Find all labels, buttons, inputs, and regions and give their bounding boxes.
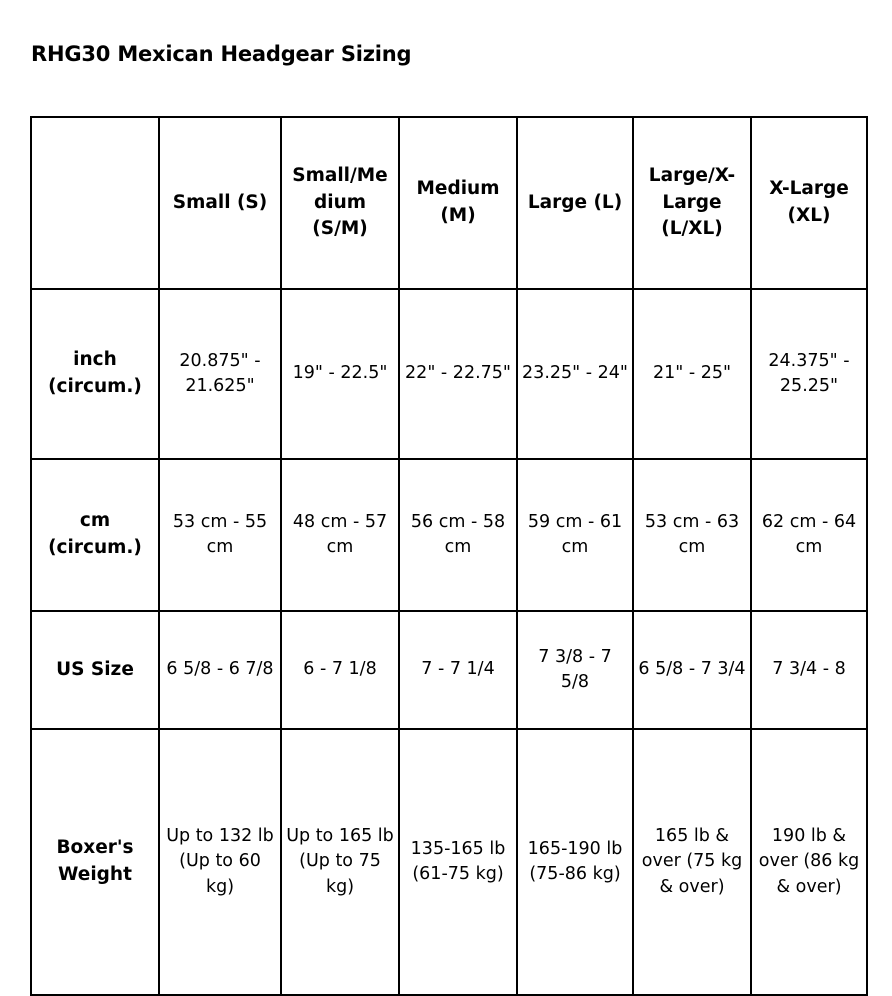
column-header-label: X-Large (XL) bbox=[769, 178, 849, 226]
table-cell: Up to 132 lb (Up to 60 kg) bbox=[159, 729, 281, 995]
sizing-table bbox=[30, 116, 868, 996]
row-header-inch: inch (circum.) bbox=[31, 289, 159, 459]
table-cell: 53 cm - 55 cm bbox=[159, 459, 281, 611]
column-header-medium bbox=[399, 117, 517, 289]
table-header bbox=[31, 117, 867, 289]
row-header-cm: cm (circum.) bbox=[31, 459, 159, 611]
table-cell: 7 3/4 - 8 bbox=[751, 611, 867, 729]
row-header-us-size: US Size bbox=[31, 611, 159, 729]
table-cell: 21" - 25" bbox=[633, 289, 751, 459]
table-cell: Up to 165 lb (Up to 75 kg) bbox=[281, 729, 399, 995]
table-cell: 56 cm - 58 cm bbox=[399, 459, 517, 611]
table-cell: 7 - 7 1/4 bbox=[399, 611, 517, 729]
table-cell: 6 - 7 1/8 bbox=[281, 611, 399, 729]
table-row bbox=[31, 459, 867, 611]
column-header-label: Small/Medium (S/M) bbox=[292, 164, 388, 240]
table-cell: 7 3/8 - 7 5/8 bbox=[517, 611, 633, 729]
table-cell: 62 cm - 64 cm bbox=[751, 459, 867, 611]
table-cell: 20.875" - 21.625" bbox=[159, 289, 281, 459]
table-cell: 165-190 lb (75-86 kg) bbox=[517, 729, 633, 995]
table-cell: 165 lb & over (75 kg & over) bbox=[633, 729, 751, 995]
page-title: RHG30 Mexican Headgear Sizing bbox=[31, 42, 412, 67]
table-cell: 24.375" - 25.25" bbox=[751, 289, 867, 459]
column-header-xlarge bbox=[751, 117, 867, 289]
column-header-label: Large/X-Large (L/XL) bbox=[648, 164, 736, 240]
column-header-label: Large (L) bbox=[527, 191, 623, 213]
table-row bbox=[31, 611, 867, 729]
column-header-label: Small (S) bbox=[172, 191, 268, 213]
column-header-large bbox=[517, 117, 633, 289]
column-header-large-xlarge bbox=[633, 117, 751, 289]
table-cell: 48 cm - 57 cm bbox=[281, 459, 399, 611]
table-cell: 19" - 22.5" bbox=[281, 289, 399, 459]
table-cell: 190 lb & over (86 kg & over) bbox=[751, 729, 867, 995]
table-cell: 22" - 22.75" bbox=[399, 289, 517, 459]
sizing-table-container bbox=[30, 116, 866, 996]
column-header-label: Medium (M) bbox=[416, 178, 500, 226]
table-cell: 6 5/8 - 6 7/8 bbox=[159, 611, 281, 729]
table-body bbox=[31, 289, 867, 995]
row-header-boxers-weight: Boxer's Weight bbox=[31, 729, 159, 995]
table-cell: 53 cm - 63 cm bbox=[633, 459, 751, 611]
column-header-small bbox=[159, 117, 281, 289]
header-row bbox=[31, 117, 867, 289]
table-row bbox=[31, 729, 867, 995]
table-cell: 135-165 lb (61-75 kg) bbox=[399, 729, 517, 995]
column-header-small-medium bbox=[281, 117, 399, 289]
table-cell: 59 cm - 61 cm bbox=[517, 459, 633, 611]
table-corner-cell bbox=[31, 117, 159, 289]
table-cell: 6 5/8 - 7 3/4 bbox=[633, 611, 751, 729]
table-cell: 23.25" - 24" bbox=[517, 289, 633, 459]
table-row bbox=[31, 289, 867, 459]
